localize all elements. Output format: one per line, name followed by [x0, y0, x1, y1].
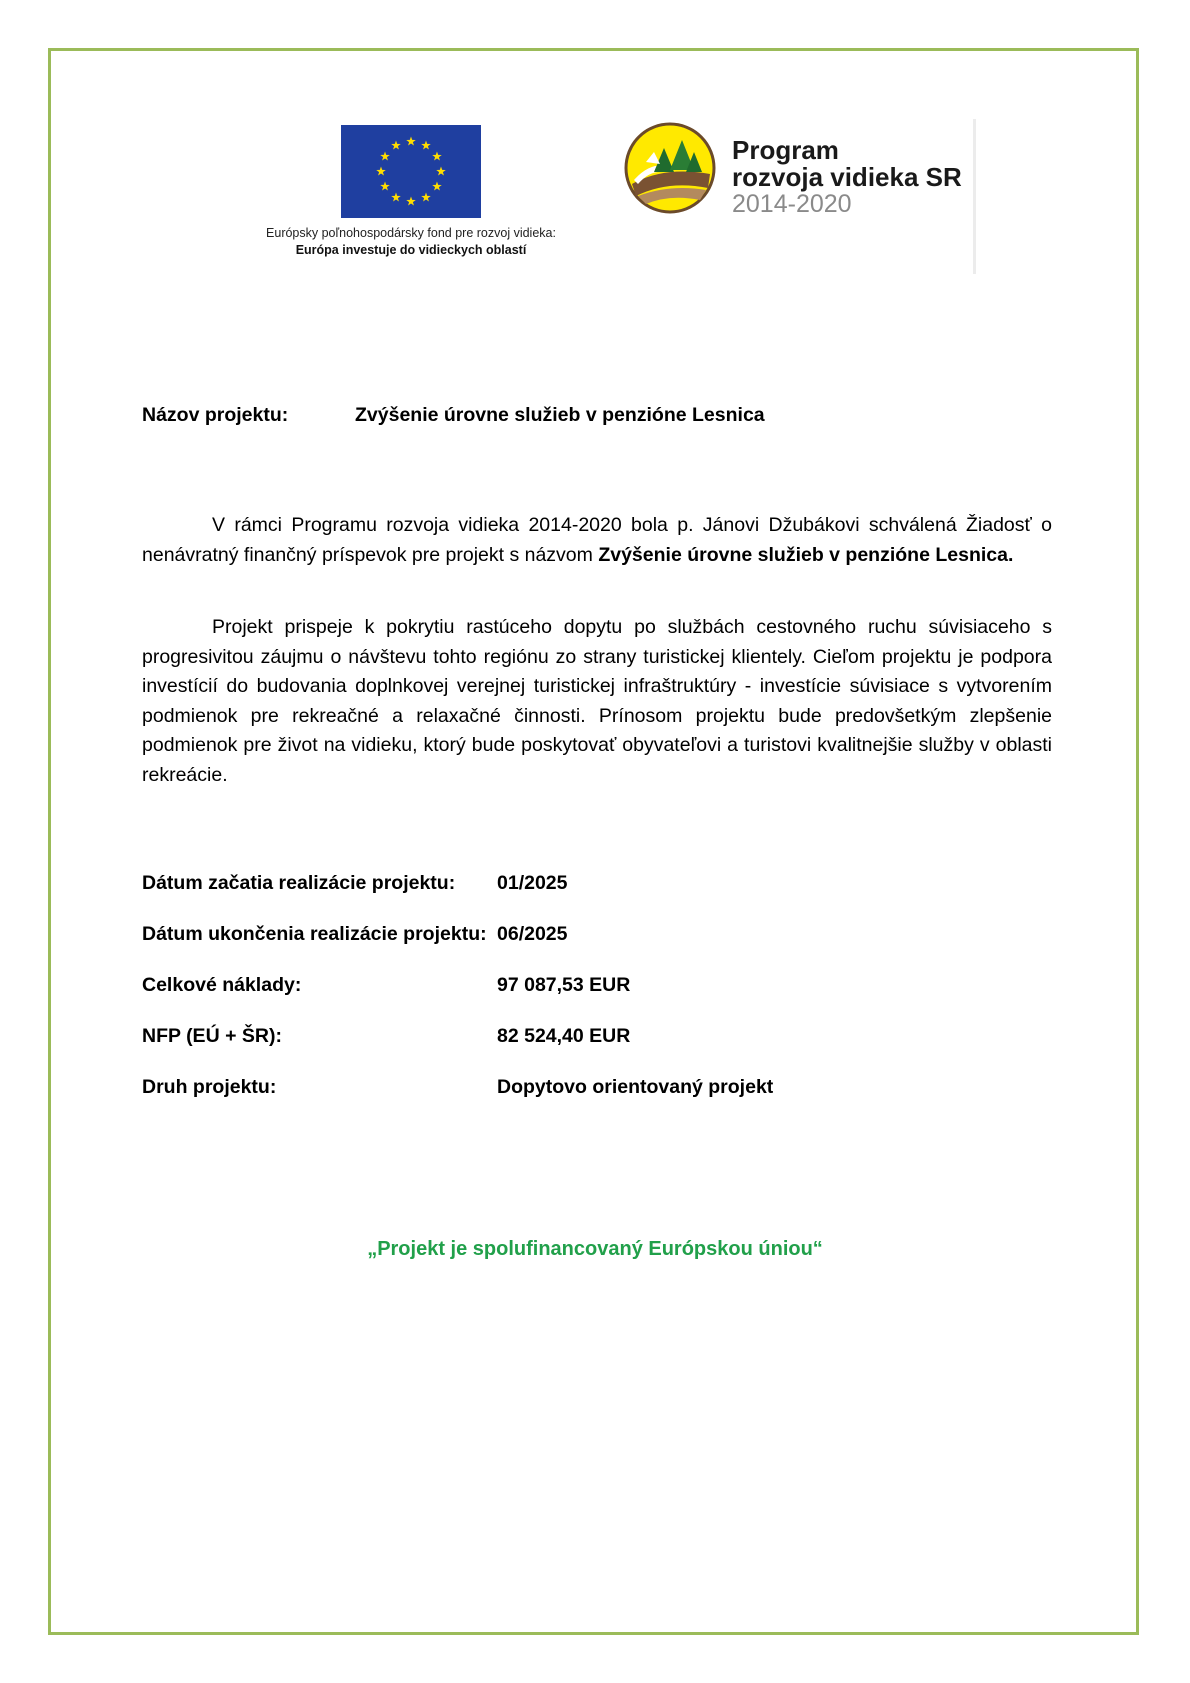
eu-logo: [236, 125, 586, 257]
eu-fund-caption: Európsky poľnohospodársky fond pre rozvoj vidieka:: [266, 226, 556, 240]
detail-label: Dátum ukončenia realizácie projektu:: [142, 923, 487, 945]
detail-value: 01/2025: [497, 872, 568, 894]
eu-slogan: Európa investuje do vidieckych oblastí: [295, 243, 527, 257]
description-text: Projekt prispeje k pokrytiu rastúceho dopytu po službách cestovného ruchu súvisiaceho s progresivitou záujmu o návštevu tohto regiónu zo strany turistickej klientely. Cieľom projektu je podpora investícií do budovania doplnkovej verejnej turistickej infraštruktúry - investície súvisiace s vytvorením podmienok pre rekreačné a relaxačné činnosti. Prínosom projektu bude predovšetkým zlepšenie podmienok pre život na vidieku, ktorý bude poskytovať obyvateľovi a turistovi kvalitnejšie služby v oblasti rekreácie.: [142, 616, 1052, 786]
prv-period: 2014-2020: [732, 190, 852, 218]
project-title-label: Názov projektu:: [142, 404, 289, 426]
detail-value: Dopytovo orientovaný projekt: [497, 1076, 774, 1098]
prv-logo: [624, 119, 976, 274]
detail-row-start: [142, 872, 773, 923]
project-title-row: [142, 404, 765, 427]
intro-paragraph: [142, 511, 1052, 570]
prv-title-line2: rozvoja vidieka SR: [732, 162, 962, 192]
description-paragraph: [142, 613, 1052, 790]
rural-landscape-emblem-icon: [624, 122, 716, 214]
detail-label: NFP (EÚ + ŠR):: [142, 1025, 282, 1047]
eu-flag-icon: [341, 125, 481, 218]
logo-divider: [973, 119, 976, 274]
prv-title-line1: Program: [732, 135, 839, 165]
cofinancing-statement: „Projekt je spolufinancovaný Európskou úniou“: [367, 1238, 823, 1260]
detail-label: Druh projektu:: [142, 1076, 277, 1098]
detail-row-end: [142, 923, 773, 974]
intro-text: V rámci Programu rozvoja vidieka 2014-2020 bola p. Jánovi Džubákovi schválená Žiadosť o nenávratný finančný príspevok pre projekt s názvom: [142, 514, 1052, 566]
detail-value: 97 087,53 EUR: [497, 974, 631, 996]
detail-row-nfp: [142, 1025, 773, 1076]
detail-value: 06/2025: [497, 923, 568, 945]
detail-value: 82 524,40 EUR: [497, 1025, 631, 1047]
detail-label: Celkové náklady:: [142, 974, 302, 996]
page-border: [48, 48, 1139, 1635]
project-details: [142, 872, 773, 1127]
detail-row-total-cost: [142, 974, 773, 1025]
detail-label: Dátum začatia realizácie projektu:: [142, 872, 456, 894]
project-title-value: Zvýšenie úrovne služieb v penzióne Lesnica: [355, 404, 765, 426]
intro-project-name: Zvýšenie úrovne služieb v penzióne Lesnica.: [598, 543, 1014, 566]
detail-row-project-type: [142, 1076, 773, 1127]
